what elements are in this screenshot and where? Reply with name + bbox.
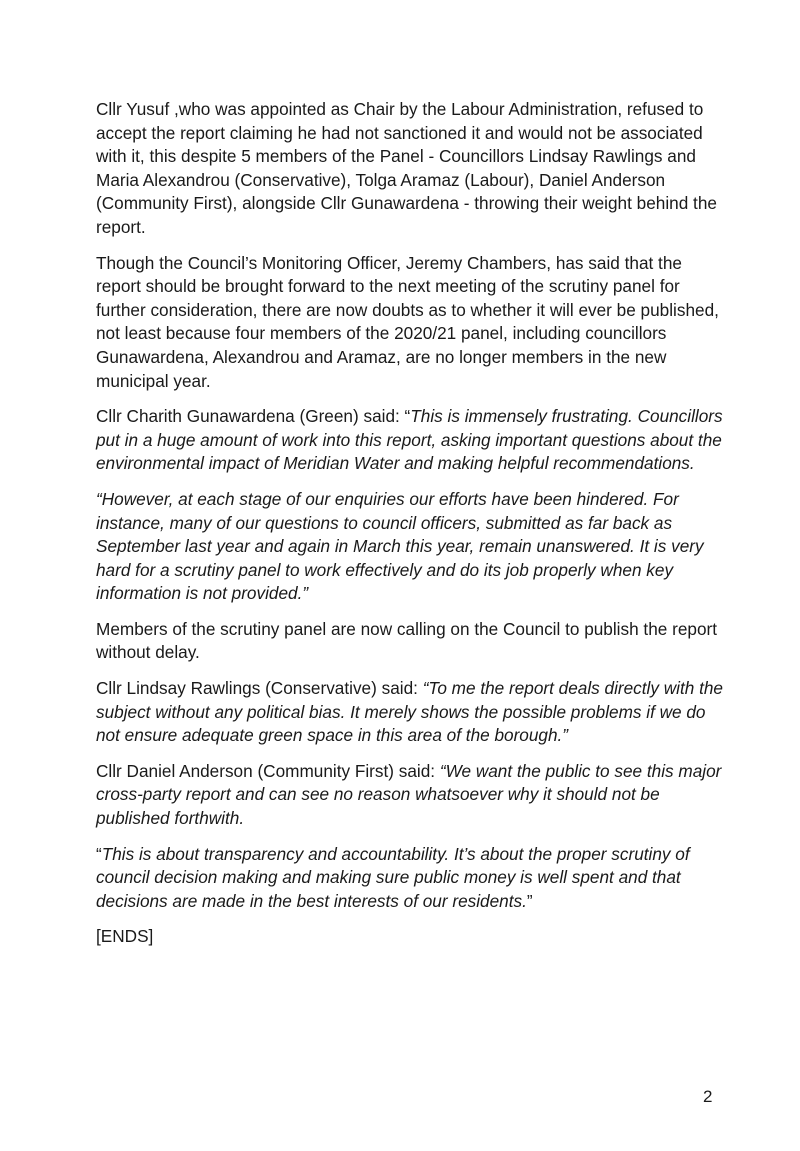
paragraph-chair-refusal: Cllr Yusuf ,who was appointed as Chair by the Labour Administration, refused to accept the report claiming he had not sanctioned it and would not be associated with it, this despite 5 members of the Panel - Councillors Lindsay Rawlings and Maria Alexandrou (Conservative), Tolga Aramaz (Labour), Daniel Anderson (Community First), alongside Cllr Gunawardena - throwing their weight behind the report. bbox=[96, 99, 717, 237]
document-body bbox=[96, 98, 726, 961]
paragraph-panel-call: Members of the scrutiny panel are now calling on the Council to publish the report without delay. bbox=[96, 618, 717, 663]
paragraph-rawlings-quote bbox=[96, 677, 726, 748]
speaker-attribution: Cllr Charith Gunawardena (Green) said: “ bbox=[96, 406, 411, 427]
page-number: 2 bbox=[703, 1087, 713, 1106]
paragraph-monitoring-officer: Though the Council’s Monitoring Officer, Jeremy Chambers, has said that the report should be brought forward to the next meeting of the scrutiny panel for further consideration, there are now doubts as to whether it will ever be published, not least because four members of the 2020/21 panel, including councillors Gunawardena, Alexandrou and Aramaz, are no longer members in the new municipal year. bbox=[96, 252, 719, 391]
speaker-attribution: Cllr Lindsay Rawlings (Conservative) said: bbox=[96, 678, 423, 699]
quote-text: This is immensely frustrating. Councillors put in a huge amount of work into this report, asking important questions about the environmental impact of Meridian Water and making helpful recommendations. bbox=[96, 406, 723, 474]
speaker-attribution: Cllr Daniel Anderson (Community First) said: bbox=[96, 760, 440, 781]
paragraph-anderson-quote bbox=[96, 760, 726, 831]
paragraph-gunawardena-quote bbox=[96, 405, 726, 476]
paragraph-gunawardena-quote-continued bbox=[96, 488, 726, 606]
quote-text: “However, at each stage of our enquiries our efforts have been hindered. For instance, many of our questions to council officers, submitted as far back as September last year and again in March this year, remain unanswered. It is very hard for a scrutiny panel to work effectively and do its job properly when key information is not provided.” bbox=[96, 488, 704, 604]
ends-marker: [ENDS] bbox=[96, 926, 154, 947]
paragraph-anderson-quote-continued bbox=[96, 843, 726, 914]
open-quote-mark: “ bbox=[96, 843, 102, 864]
quote-text: This is about transparency and accountability. It’s about the proper scrutiny of council decision making and making sure public money is well spent and that decisions are made in the best interests of our residents. bbox=[96, 843, 690, 911]
quote-text: “To me the report deals directly with the subject without any political bias. It merely shows the possible problems if we do not ensure adequate green space in this area of the borough.” bbox=[96, 678, 723, 746]
close-quote-mark: ” bbox=[526, 890, 533, 911]
quote-text: “We want the public to see this major cross-party report and can see no reason whatsoever why it should not be published forthwith. bbox=[96, 760, 722, 829]
